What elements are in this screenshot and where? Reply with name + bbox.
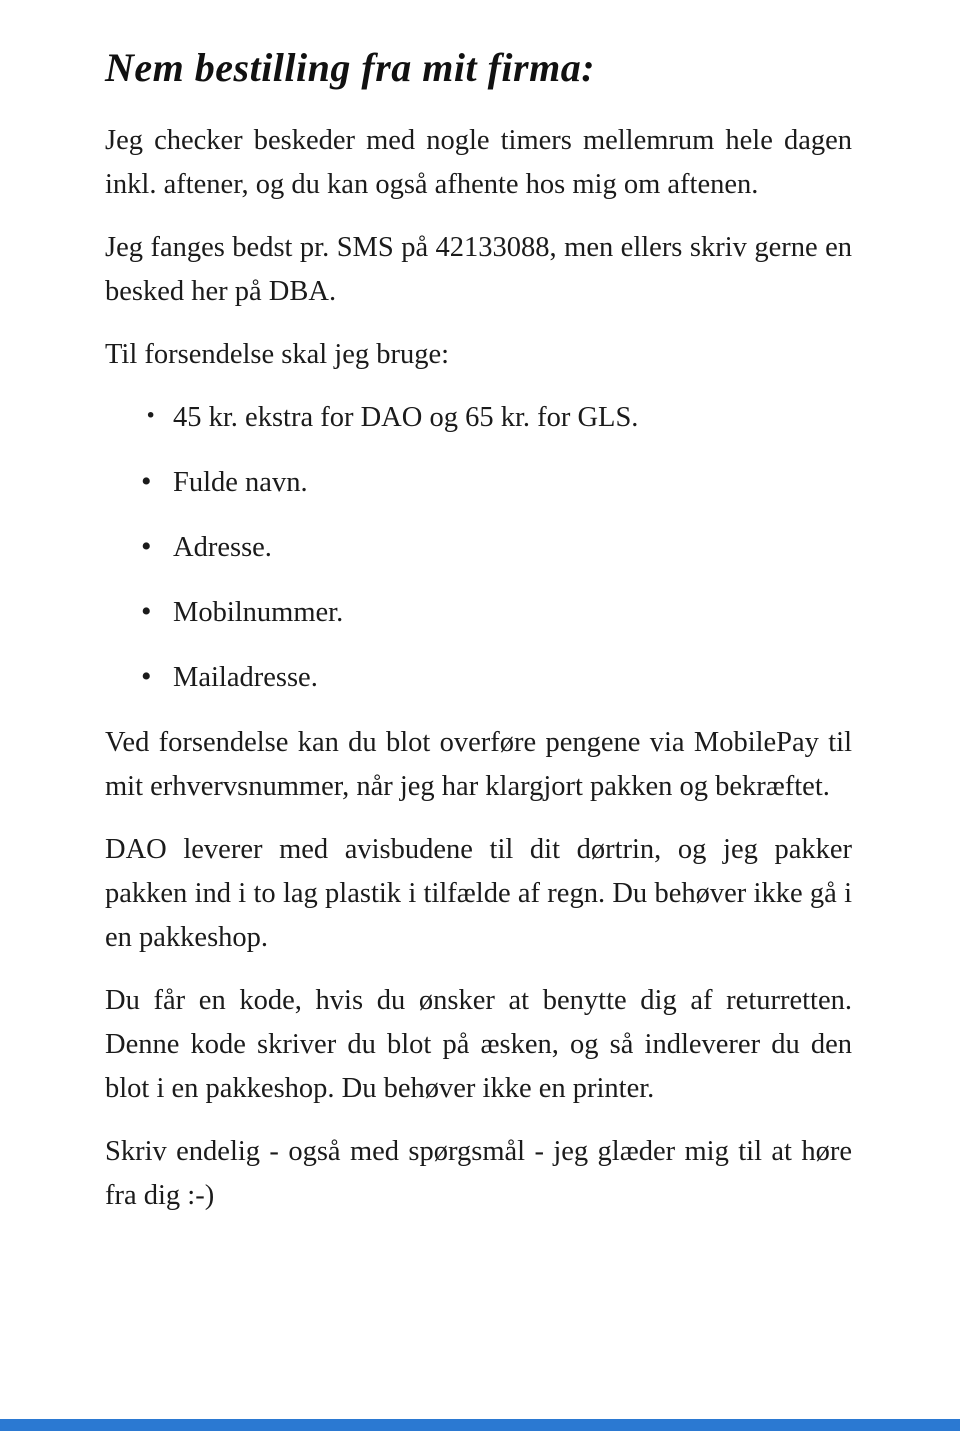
list-item-full-name: • Fulde navn. [141,461,852,505]
paragraph-closing: Skriv endelig - også med spørgsmål - jeg glæder mig til at høre fra dig :-) [105,1136,852,1211]
paragraph-shipping-intro: Til forsendelse skal jeg bruge: [105,339,450,370]
paragraph-dao-delivery: DAO leverer med avisbudene til dit dørtrin, og jeg pakker pakken ind i to lag plastik i tilfælde af regn. Du behøver ikke gå i en pakkeshop. [105,834,852,953]
list-item-address: • Adresse. [141,526,852,570]
page-title: Nem bestilling fra mit firma: [105,45,596,90]
footer-accent-bar [0,1419,960,1431]
paragraph-availability: Jeg checker beskeder med nogle timers mellemrum hele dagen inkl. aftener, og du kan også afhente hos mig om aftenen. [105,125,852,200]
paragraph-payment: Ved forsendelse kan du blot overføre pengene via MobilePay til mit erhvervsnummer, når jeg har klargjort pakken og bekræftet. [105,727,852,802]
list-item-shipping-price: · 45 kr. ekstra for DAO og 65 kr. for GLS. [141,396,852,440]
list-item-mail-address: • Mailadresse. [141,656,852,700]
paragraph-contact: Jeg fanges bedst pr. SMS på 42133088, men ellers skriv gerne en besked her på DBA. [105,232,852,307]
shipping-requirements-list [105,396,852,700]
paragraph-return-code: Du får en kode, hvis du ønsker at benytte dig af returretten. Denne kode skriver du blot på æsken, og så indleverer du den blot i en pakkeshop. Du behøver ikke en printer. [105,985,852,1104]
list-item-mobile-number: • Mobilnummer. [141,591,852,635]
